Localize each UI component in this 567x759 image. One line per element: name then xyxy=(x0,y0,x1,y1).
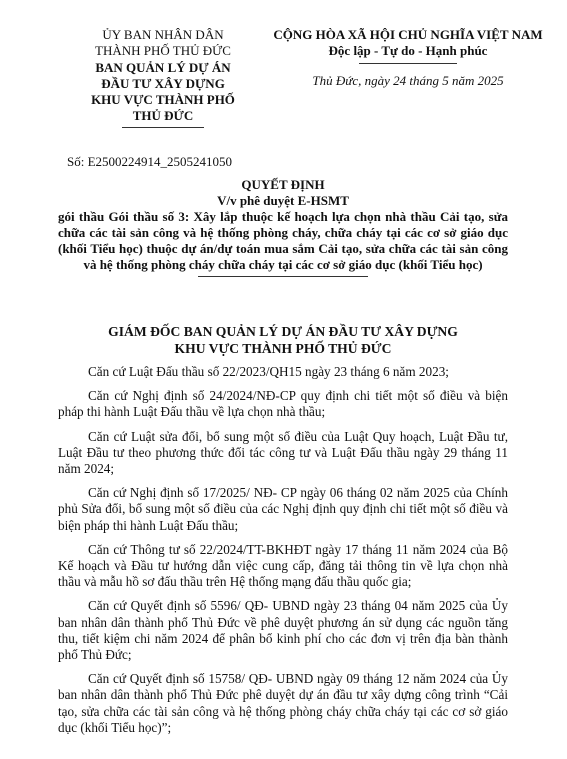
legal-basis-paragraph: Căn cứ Nghị định số 17/2025/ NĐ- CP ngày 06 tháng 02 năm 2025 của Chính phủ Sửa đổi, bổ sung một số điều của các Nghị định quy định chi tiết một số điều và biện pháp thi hành Luật Đấu thầu; xyxy=(58,485,508,533)
decision-title xyxy=(58,177,508,277)
national-motto xyxy=(268,27,548,89)
legal-basis-paragraph: Căn cứ Thông tư số 22/2024/TT-BKHĐT ngày 17 tháng 11 năm 2024 của Bộ Kế hoạch và Đầu tư hướng dẫn việc cung cấp, đăng tải thông tin về lựa chọn nhà thầu và mẫu hồ sơ đấu thầu trên Hệ thống mạng đấu thầu quốc gia; xyxy=(58,541,508,590)
motto: Độc lập - Tự do - Hạnh phúc xyxy=(328,43,488,59)
agency-divider xyxy=(122,127,204,128)
authority-heading xyxy=(58,323,508,357)
legal-basis-paragraph: Căn cứ Quyết định số 5596/ QĐ- UBND ngày 23 tháng 04 năm 2025 của Ủy ban nhân dân thành phố Thủ Đức về phê duyệt phương án sử dụng các nguồn tăng thu, tiết kiệm chi năm 2024 để phân bổ kinh phí cho các đơn vị trên địa bàn thành phố Thủ Đức; xyxy=(58,598,508,663)
country-name: CỘNG HÒA XÃ HỘI CHỦ NGHĨA VIỆT NAM xyxy=(273,27,543,42)
issuing-agency xyxy=(58,27,268,128)
document-body xyxy=(58,364,508,744)
agency-line-6: THỦ ĐỨC xyxy=(132,108,194,124)
legal-basis-paragraph: Căn cứ Nghị định số 24/2024/NĐ-CP quy định chi tiết một số điều và biện pháp thi hành Luật Đấu thầu về lựa chọn nhà thầu; xyxy=(58,388,508,420)
legal-basis-paragraph: Căn cứ Luật Đấu thầu số 22/2023/QH15 ngày 23 tháng 6 năm 2023; xyxy=(88,364,449,379)
document-number: Số: E2500224914_2505241050 xyxy=(67,154,233,169)
agency-line-1: ỦY BAN NHÂN DÂN xyxy=(102,27,224,42)
document-header xyxy=(0,27,567,167)
title-subtitle: V/v phê duyệt E-HSMT xyxy=(217,193,349,208)
authority-line-1: GIÁM ĐỐC BAN QUẢN LÝ DỰ ÁN ĐẦU TƯ XÂY DỰNG xyxy=(108,324,458,339)
motto-divider xyxy=(359,63,457,64)
title-divider xyxy=(198,276,368,277)
agency-line-2: THÀNH PHỐ THỦ ĐỨC xyxy=(95,43,231,59)
issue-date: Thủ Đức, ngày 24 tháng 5 năm 2025 xyxy=(312,72,504,88)
agency-line-5: KHU VỰC THÀNH PHỐ xyxy=(91,92,235,108)
title-subject: gói thầu Gói thầu số 3: Xây lắp thuộc kế hoạch lựa chọn nhà thầu Cải tạo, sửa chữa các tài sản công và hệ thống phòng cháy, chữa cháy tại các cơ sở giáo dục (khối Tiểu học) thuộc dự án/dự toán mua sắm Cải tạo, sửa chữa các tài sản công và hệ thống phòng cháy chữa cháy tại các cơ sở giáo dục (khối Tiểu học) xyxy=(58,209,508,272)
agency-line-3: BAN QUẢN LÝ DỰ ÁN xyxy=(95,59,231,75)
legal-basis-paragraph: Căn cứ Luật sửa đổi, bổ sung một số điều của Luật Quy hoạch, Luật Đầu tư, Luật Đầu tư theo phương thức đối tác công tư và Luật Đấu thầu ngày 29 tháng 11 năm 2024; xyxy=(58,428,508,477)
agency-line-4: ĐẦU TƯ XÂY DỰNG xyxy=(101,75,225,91)
authority-line-2: KHU VỰC THÀNH PHỐ THỦ ĐỨC xyxy=(174,341,392,356)
legal-basis-paragraph: Căn cứ Quyết định số 15758/ QĐ- UBND ngày 09 tháng 12 năm 2024 của Ủy ban nhân dân thành phố Thủ Đức phê duyệt dự án đầu tư xây dựng công trình “Cải tạo, sửa chữa các tài sản công và hệ thống phòng cháy chữa cháy tại các cơ sở giáo dục (khối Tiểu học)”; xyxy=(58,671,508,735)
title-heading: QUYẾT ĐỊNH xyxy=(241,177,325,192)
